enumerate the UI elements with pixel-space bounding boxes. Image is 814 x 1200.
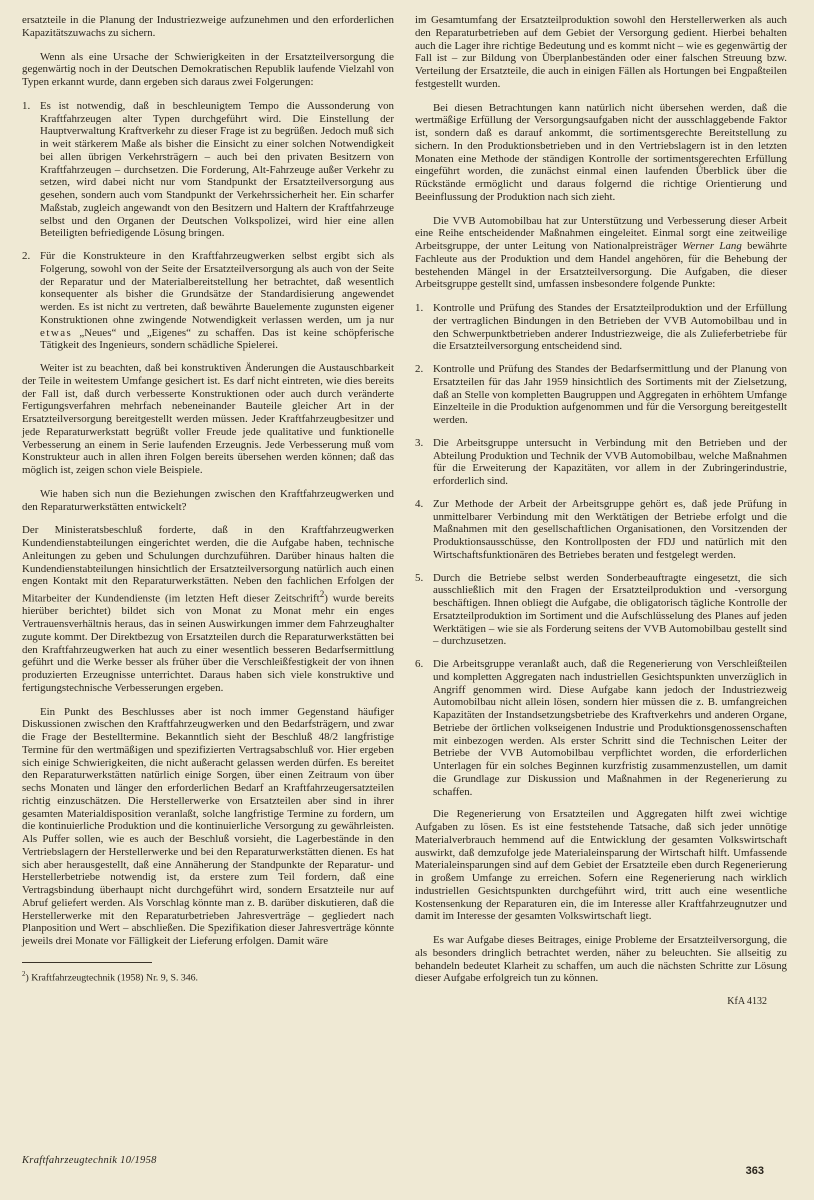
- conclusions-list: [22, 100, 394, 352]
- paragraph-text: Der Ministeratsbeschluß forderte, daß in den Kraftfahrzeugwerken Kundendienstabteilungen eingerichtet werden, die die Aufgabe haben, technische Anleitungen zu geben und Schulungen durchzuführen. Darüber hinaus halten die Kundendienstabteilungen hinsichtlich der Ersatzteilversorgung natürlich auch einen engen Kontakt mit den Reparaturwerkstätten. Neben den fachlichen Erfolgen der Mitarbeiter der Kundendienste (im letzten Heft dieser Zeitschrift: [22, 524, 394, 605]
- list-text: Zur Methode der Arbeit der Arbeitsgruppe gehört es, daß jede Prüfung in unmittelbarer Verbindung mit den Werktätigen der Betriebe erfolgt und die Maßnahmen mit den gesellschaftlichen Organisationen, den Vorsitzenden der Produktionsausschüsse, den Kontrollposten der FDJ und natürlich mit den Wirtschaftsfunktionären des Betriebes beraten und festgelegt werden.: [433, 497, 787, 561]
- list-text: Kontrolle und Prüfung des Standes der Ersatzteilproduktion und der Erfüllung der vertraglichen Bindungen in den Betrieben der VVB Automobilbau und in den Schwerpunktbetrieben anderer Industriezweige, die als Zulieferbetriebe für die Ersatzteilversorgung entscheidend sind.: [433, 302, 787, 353]
- list-number: 3.: [415, 436, 424, 449]
- list-item: [415, 498, 787, 562]
- footnote-number: 2: [22, 969, 26, 978]
- list-number: 2.: [415, 363, 424, 375]
- paragraph: Es war Aufgabe dieses Beitrages, einige Probleme der Ersatzteilversorgung, die als besonders dringlich betrachtet werden, näher zu beleuchten. Sie allseitig zu behandeln bedeutet Klarheit zu schaffen, um auch die nächsten Schritte zur Lösung dieser Aufgabe erfolgreich tun zu können.: [415, 934, 787, 985]
- list-text: Die Arbeitsgruppe untersucht in Verbindung mit den Betrieben und der Abteilung Produktion und Technik der VVB Automobilbau, welche Maßnahmen für die Erweiterung der Kapazitäten, vor allem in der Zubringerindustrie, erforderlich sind.: [433, 436, 787, 487]
- footnote-text: ) Kraftfahrzeugtechnik (1958) Nr. 9, S. 346.: [25, 972, 198, 984]
- page-footer: [22, 1155, 764, 1178]
- list-item: [415, 363, 787, 427]
- list-number: 1.: [415, 302, 424, 314]
- list-number: 2.: [22, 250, 31, 262]
- list-item: [22, 100, 394, 240]
- tasks-list: [415, 302, 787, 798]
- paragraph: Bei diesen Betrachtungen kann natürlich nicht übersehen werden, daß die wertmäßige Erfüllung der Versorgungsaufgaben nicht der ausschlaggebende Faktor ist, sondern daß es darauf ankommt, die sortimentsgerechte Bereitstellung zu sichern. In den Produktionsbetrieben und in den Vertriebslagern ist in den letzten Monaten eine Methode der ständigen Kontrolle der sortimentsgerechten Erfüllung eingeführt worden, die zunächst einmal einen laufenden Überblick über die Rückstände ermöglicht und daraus folgernd die richtige Orientierung und Beeinflussung der Produktion nach sich zieht.: [415, 101, 787, 203]
- paragraph: Ein Punkt des Beschlusses aber ist noch immer Gegenstand häufiger Diskussionen zwischen den Kraftfahrzeugwerken und den Bedarfsträgern, und zwar die Frage der Bestelltermine. Bekanntlich sieht der Beschluß 48/2 langfristige Termine für den wertmäßigen und spezifizierten Vertragsabschluß vor. Hier ergeben sich einige Schwierigkeiten, die nicht außeracht gelassen werden dürfen. Es bereitet den Reparaturwerkstätten natürlich einige Sorgen, über einen Zeitraum von über sechs Monaten und länger den erforderlichen Bedarf an Kraftfahrzeugersatzteilen richtig einzuschätzen. Die Herstellerwerke von Ersatzteilen aber sind in ihrer gesamten Materialdisposition veranlaßt, solche langfristige Termine zu fordern, um die kontinuierliche Produktion und die kontinuierliche Versorgung zu gewährleisten. Als Puffer sollen, wie es auch der Beschluß vorsieht, die Lagerbestände in den Vertriebslagern der Herstellerwerke und bei den Reparaturwerkstätten dienen. Es hat sich aber herausgestellt, daß eine Annäherung der Standpunkte der Reparatur- und Herstellerbetriebe notwendig ist, da erstere zum Teil fordern, daß eine Vertragsbindung überhaupt nicht durchgeführt wird, sondern Ersatzteile nur auf Abruf geliefert werden. Als Vorschlag könnte man z. B. darüber diskutieren, daß die Herstellerwerke mit den Reparaturbetrieben Jahresverträge – gegliedert nach Planposition und Wert – abschließen. Die Spezifikation dieser Jahresverträge könnte jeweils drei Monate vor Fälligkeit der Lieferung erfolgen. Damit wäre: [22, 705, 394, 948]
- footnote-ref: 2: [319, 589, 325, 599]
- paragraph-text: ) wurde bereits hierüber berichtet) bildet sich von Monat zu Monat mehr ein enges Vertrauensverhältnis heraus, das in seinen Auswirkungen immer dem Fahrzeughalter zugute kommt. Der Direktbezug von Ersatzteilen durch die Reparaturwerkstätten bei den Kraftfahrzeugwerken hat auch zu einer wesentlich besseren Bedarfsermittlung geführt und die Werke besser als früher über die Verschleißfestigkeit der von ihnen produzierten Erzeugnisse unterrichtet. Daraus haben sich viele konstruktive und fertigungstechnische Verbesserungen ergeben.: [22, 592, 394, 694]
- paragraph: Wenn als eine Ursache der Schwierigkeiten in der Ersatzteilversorgung die gegenwärtig noch in der Deutschen Demokratischen Republik laufende Vielzahl von Typen erkannt wurde, dann ergeben sich daraus zwei Folgerungen:: [22, 50, 394, 88]
- paragraph: Wie haben sich nun die Beziehungen zwischen den Kraftfahrzeugwerken und den Reparaturwerkstätten entwickelt?: [22, 487, 394, 513]
- paragraph: [415, 215, 787, 292]
- list-text: Kontrolle und Prüfung des Standes der Bedarfsermittlung und der Planung von Ersatzteilen für das Jahr 1959 hinsichtlich des Sortiments mit der Zielsetzung, daß an Stelle von kompletten Baugruppen und Aggregaten in erhöhtem Umfange Einzelteile in die Produktion aufgenommen und für die Versorgung bereitgestellt werden.: [433, 363, 787, 426]
- list-item: [415, 658, 787, 798]
- list-item: [415, 572, 787, 649]
- left-column: [22, 14, 406, 1009]
- paragraph: [22, 524, 394, 694]
- list-text: Die Arbeitsgruppe veranlaßt auch, daß die Regenerierung von Verschleißteilen und kompletten Aggregaten nach industriellen Gesichtspunkten unverzüglich in Angriff genommen wird. Diese Aufgabe kann jedoch der Industriezweig Automobilbau nicht allein lösen, sondern hier müssen die z. B. umfangreichen Kapazitäten der Instandsetzungsbetriebe des Kraftverkehrs und anderen Organe, Betriebe der örtlichen volkseigenen Industrie und Produktionsgenossenschaften mit einbezogen werden. Als erster Schritt sind die Technischen Leiter der Betriebe der VVB Automobilbau verpflichtet worden, die erforderlichen Unterlagen für ein solches Beginnen kurzfristig zusammenzustellen, um damit die Grundlage zur Diskussion und Maßnahmen in der Regenerierung zu schaffen.: [433, 658, 787, 798]
- list-text: Es ist notwendig, daß in beschleunigtem Tempo die Aussonderung von Kraftfahrzeugen alter Typen durchgeführt wird. Die Einstellung der Hauptverwaltung Kraftverkehr zu dieser Frage ist zu begrüßen. Jedoch muß sich in weit stärkerem Maße als bisher die Einsicht zu einer solchen Notwendigkeit bei allen übrigen Verkehrsträgern – auch bei den privaten Besitzern von Kraftfahrzeugen – durchsetzen. Die Forderung, Alt-Fahrzeuge außer Verkehr zu setzen, wird dabei nicht nur vom Standpunkt der Ersatzteilversorgung aus gesehen, sondern auch vom Standpunkt der Verkehrssicherheit her. Ein scharfer Maßstab, zugleich angewandt von den Besitzern und Haltern der Kraftfahrzeuge selbst und den Organen der Deutschen Volkspolizei, wird hier eine allen Beteiligten befriedigende Lösung bringen.: [40, 99, 394, 240]
- list-number: 6.: [415, 658, 424, 670]
- list-number: 1.: [22, 99, 31, 112]
- page-number: 363: [745, 1165, 764, 1177]
- paragraph: ersatzteile in die Planung der Industriezweige aufzunehmen und den erforderlichen Kapazitätszuwachs zu sichern.: [22, 14, 394, 39]
- paragraph: Die Regenerierung von Ersatzteilen und Aggregaten hilft zwei wichtige Aufgaben zu lösen. Es ist eine feststehende Tatsache, daß sich jeder unnötige Materialverbrauch hemmend auf die Entwicklung der gesamten Volkswirtschaft auswirkt, daß demzufolge jede Materialeinsparung der Wirtschaft hilft. Umfassende Materialeinsparungen sind auf dem Gebiet der Ersatzteile eben durch Regenerierung in großem Umfange zu erreichen. Sofern eine Regenerierung nach wirklich industriellen Gesichtspunkten durchgeführt wird, tritt auch eine wesentliche Kostensenkung der Reparaturen ein, die im Interesse aller Kraftfahrzeugnutzer und damit im Interesse der gesamten Volkswirtschaft liegt.: [415, 808, 787, 923]
- person-name: Werner Lang: [682, 240, 742, 252]
- list-number: 4.: [415, 497, 424, 510]
- list-item: [415, 302, 787, 353]
- text-columns: [22, 14, 787, 1009]
- footnote: [22, 968, 394, 984]
- list-text: Durch die Betriebe selbst werden Sonderbeauftragte eingesetzt, die sich ausschließlich mit den Fragen der Ersatzteilproduktion und -versorgung beschäftigen. Ihnen obliegt die Aufgabe, die obligatorisch tägliche Kontrolle der Ersatzteilproduktion im Sortiment und die Aufschlüsselung des Planes auf jeden Werktätigen – wie sie als Forderung seitens der VVB Automobilbau gestellt sind – durchzusetzen.: [433, 571, 787, 648]
- list-item: [415, 437, 787, 488]
- article-signature: KfA 4132: [727, 996, 767, 1007]
- paragraph: Weiter ist zu beachten, daß bei konstruktiven Änderungen die Austauschbarkeit der Teile in weitestem Umfange gesichert ist. Es darf nicht eintreten, wie dies bereits der Fall ist, daß durch verbesserte Konstruktionen oder auch durch veränderte Fertigungsverfahren mehrfach nebeneinander Bauteile gleicher Art in der Ersatzteilversorgung bereitgestellt werden müssen. Jeder Kraftfahrzeugbesitzer und jede Reparaturwerkstatt begrüßt voller Freude jede qualitative und funktionelle Verbesserung an einem in Serie laufenden Erzeugnis. Jede Verbesserung muß vom Konstrukteur auch in allen ihren Folgen bereits übersehen werden können; daß das möglich ist, zeigen schon viele Beispiele.: [22, 362, 394, 476]
- list-number: 5.: [415, 571, 424, 584]
- paragraph: im Gesamtumfang der Ersatzteilproduktion sowohl den Herstellerwerken als auch den Reparaturbetrieben auf dem Gebiet der Versorgung gedient. Hierbei behalten auch die Lager ihre richtige Bedeutung und es kommt nicht – wie es gegenwärtig der Fall ist – zur Bildung von Überplanbeständen oder einer falschen Streuung bzw. Verteilung der Ersatzteile, die auch in einigen Fällen als Hortungen bei Engpaßteilen festgestellt wurden.: [415, 14, 787, 90]
- paragraph-text: bewährte Fachleute aus der Produktion und dem Handel angehören, für die Behebung der bestehenden Mängel in der Ersatzteilversorgung. Die Aufgaben, die dieser Arbeitsgruppe gestellt sind, umfassen insbesondere folgende Punkte:: [415, 240, 787, 291]
- footnote-divider: [22, 962, 152, 963]
- list-text: „Neues“ und „Eigenes“ zu schaffen. Das ist keine schöpferische Tätigkeit des Ingenieurs, sondern schädliche Spielerei.: [40, 326, 394, 352]
- list-item: [22, 250, 394, 352]
- spaced-word: etwas: [40, 326, 73, 339]
- right-column: [415, 14, 787, 1009]
- list-text: Für die Konstrukteure in den Kraftfahrzeugwerken selbst ergibt sich als Folgerung, sowohl von der Seite der Ersatzteilversorgung als auch von der Seite der Reparatur und der Materialbereitstellung her betrachtet, daß wesentlich konsequenter als bisher die Grundsätze der Standardisierung angewendet werden. Es ist nicht zu vertreten, daß bewährte Bauelemente zugunsten eigener Konstruktionen ohne zwingende Notwendigkeit verlassen werden, um ja nur: [40, 250, 394, 326]
- journal-reference: Kraftfahrzeugtechnik 10/1958: [22, 1155, 157, 1166]
- paragraph-text: Die VVB Automobilbau hat zur Unterstützung und Verbesserung dieser Arbeit eine Reihe entscheidender Maßnahmen eingeleitet. Einmal sorgt eine zeitweilige Arbeitsgruppe, der unter Leitung von Nationalpreisträger: [415, 214, 787, 252]
